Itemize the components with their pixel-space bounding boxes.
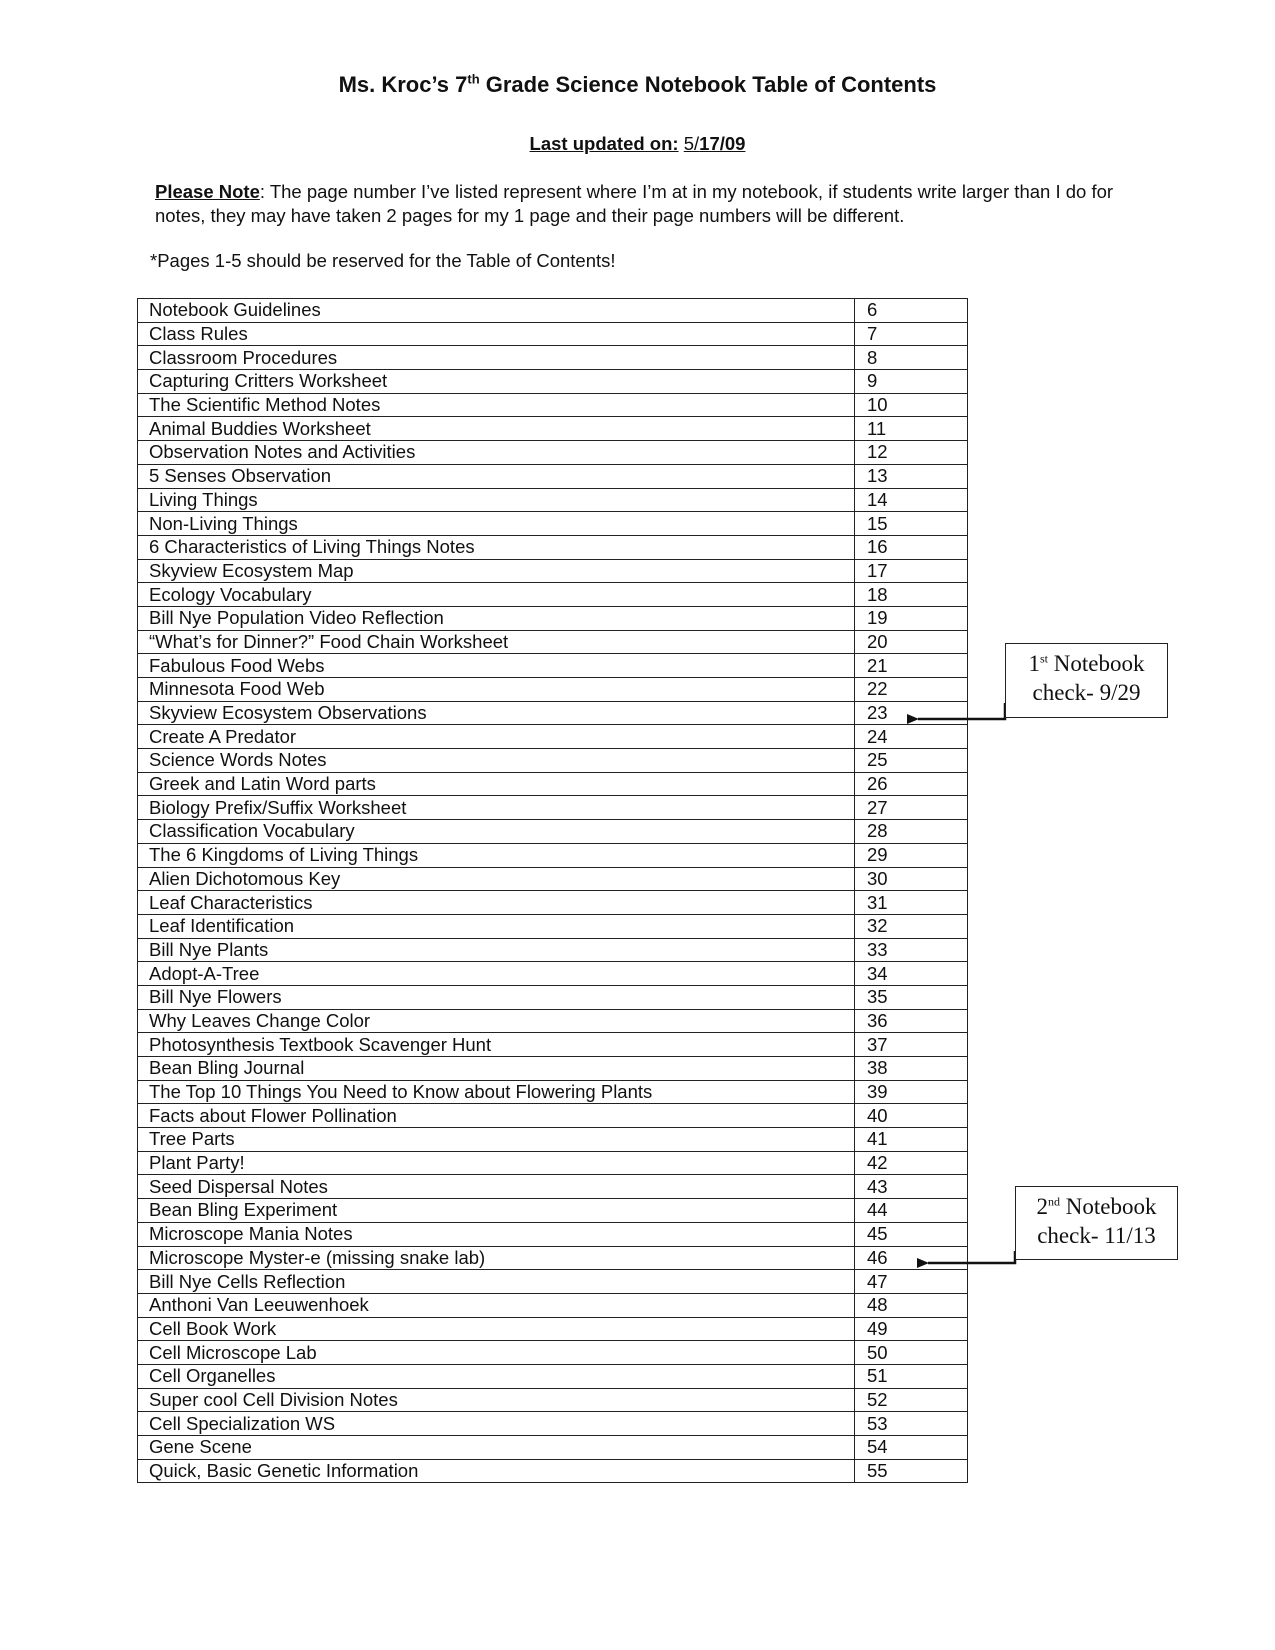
toc-entry-title: Ecology Vocabulary [138, 583, 855, 607]
toc-entry-page: 11 [855, 417, 968, 441]
notebook-check-callout-2 [1015, 1186, 1178, 1260]
toc-entry-title: Microscope Mania Notes [138, 1222, 855, 1246]
toc-entry-title: Class Rules [138, 322, 855, 346]
toc-entry-title: Bill Nye Population Video Reflection [138, 606, 855, 630]
toc-entry-title: Quick, Basic Genetic Information [138, 1459, 855, 1483]
toc-entry-title: Non-Living Things [138, 512, 855, 536]
toc-entry-title: Create A Predator [138, 725, 855, 749]
please-note-label: Please Note [155, 181, 260, 202]
toc-entry-title: Seed Dispersal Notes [138, 1175, 855, 1199]
toc-entry-page: 36 [855, 1009, 968, 1033]
toc-entry-page: 52 [855, 1388, 968, 1412]
toc-entry-title: Skyview Ecosystem Map [138, 559, 855, 583]
toc-entry-page: 26 [855, 772, 968, 796]
arrow-second-check [928, 1251, 1015, 1263]
callout-2-line2: check- 11/13 [1037, 1223, 1156, 1248]
callout-2-line1: 2nd Notebook [1036, 1194, 1157, 1219]
toc-entry-title: Super cool Cell Division Notes [138, 1388, 855, 1412]
toc-entry-title: Living Things [138, 488, 855, 512]
toc-entry-page: 23 [855, 701, 968, 725]
toc-entry-page: 41 [855, 1128, 968, 1152]
toc-entry-page: 6 [855, 299, 968, 323]
toc-entry-title: Science Words Notes [138, 749, 855, 773]
toc-entry-page: 37 [855, 1033, 968, 1057]
toc-entry-title: Minnesota Food Web [138, 678, 855, 702]
toc-entry-title: Biology Prefix/Suffix Worksheet [138, 796, 855, 820]
toc-entry-page: 22 [855, 678, 968, 702]
toc-entry-page: 47 [855, 1270, 968, 1294]
last-updated-label: Last updated on: [529, 133, 679, 154]
toc-entry-title: The 6 Kingdoms of Living Things [138, 843, 855, 867]
toc-entry-page: 17 [855, 559, 968, 583]
toc-entry-title: “What’s for Dinner?” Food Chain Worksheet [138, 630, 855, 654]
toc-entry-title: Plant Party! [138, 1151, 855, 1175]
toc-entry-title: Leaf Characteristics [138, 891, 855, 915]
page-title: Ms. Kroc’s 7th Grade Science Notebook Table of Contents [338, 71, 937, 97]
toc-entry-page: 48 [855, 1293, 968, 1317]
toc-entry-page: 16 [855, 535, 968, 559]
toc-entry-page: 18 [855, 583, 968, 607]
toc-entry-page: 54 [855, 1436, 968, 1460]
toc-entry-page: 15 [855, 512, 968, 536]
last-updated-date-part2: 17/09 [699, 133, 746, 154]
toc-entry-title: Observation Notes and Activities [138, 441, 855, 465]
toc-entry-title: Cell Microscope Lab [138, 1341, 855, 1365]
toc-entry-title: Cell Book Work [138, 1317, 855, 1341]
toc-entry-title: Adopt-A-Tree [138, 962, 855, 986]
last-updated-date-part1: 5/ [683, 133, 700, 154]
toc-entry-title: Classification Vocabulary [138, 820, 855, 844]
toc-entry-title: Why Leaves Change Color [138, 1009, 855, 1033]
toc-entry-page: 44 [855, 1199, 968, 1223]
toc-entry-page: 51 [855, 1364, 968, 1388]
toc-entry-page: 46 [855, 1246, 968, 1270]
toc-entry-page: 13 [855, 464, 968, 488]
toc-entry-page: 43 [855, 1175, 968, 1199]
toc-entry-page: 21 [855, 654, 968, 678]
toc-entry-page: 33 [855, 938, 968, 962]
toc-entry-title: Microscope Myster-e (missing snake lab) [138, 1246, 855, 1270]
toc-entry-page: 10 [855, 393, 968, 417]
toc-entry-title: Notebook Guidelines [138, 299, 855, 323]
callout-1-line2: check- 9/29 [1032, 680, 1141, 705]
toc-entry-page: 29 [855, 843, 968, 867]
toc-entry-page: 28 [855, 820, 968, 844]
callout-1-line1: 1st Notebook [1028, 651, 1145, 676]
toc-entry-page: 25 [855, 749, 968, 773]
toc-entry-title: The Top 10 Things You Need to Know about Flowering Plants [138, 1080, 855, 1104]
toc-entry-page: 27 [855, 796, 968, 820]
toc-entry-page: 30 [855, 867, 968, 891]
toc-entry-page: 24 [855, 725, 968, 749]
toc-entry-title: Bill Nye Flowers [138, 985, 855, 1009]
toc-entry-page: 38 [855, 1057, 968, 1081]
toc-entry-title: Bill Nye Plants [138, 938, 855, 962]
toc-entry-title: 5 Senses Observation [138, 464, 855, 488]
toc-entry-title: Tree Parts [138, 1128, 855, 1152]
toc-entry-title: The Scientific Method Notes [138, 393, 855, 417]
toc-entry-title: Bill Nye Cells Reflection [138, 1270, 855, 1294]
toc-entry-page: 53 [855, 1412, 968, 1436]
toc-entry-page: 55 [855, 1459, 968, 1483]
toc-entry-page: 31 [855, 891, 968, 915]
toc-entry-title: Alien Dichotomous Key [138, 867, 855, 891]
toc-entry-page: 49 [855, 1317, 968, 1341]
toc-entry-page: 39 [855, 1080, 968, 1104]
toc-entry-page: 35 [855, 985, 968, 1009]
toc-entry-title: Bean Bling Journal [138, 1057, 855, 1081]
arrow-first-check [918, 703, 1005, 719]
toc-entry-title: Leaf Identification [138, 914, 855, 938]
toc-entry-title: Skyview Ecosystem Observations [138, 701, 855, 725]
reserve-note: *Pages 1-5 should be reserved for the Table of Contents! [150, 250, 616, 271]
toc-entry-title: Greek and Latin Word parts [138, 772, 855, 796]
toc-entry-title: Facts about Flower Pollination [138, 1104, 855, 1128]
toc-entry-title: Animal Buddies Worksheet [138, 417, 855, 441]
toc-entry-page: 9 [855, 370, 968, 394]
toc-entry-title: Photosynthesis Textbook Scavenger Hunt [138, 1033, 855, 1057]
toc-entry-page: 12 [855, 441, 968, 465]
toc-entry-page: 14 [855, 488, 968, 512]
toc-entry-title: Anthoni Van Leeuwenhoek [138, 1293, 855, 1317]
toc-entry-title: 6 Characteristics of Living Things Notes [138, 535, 855, 559]
toc-entry-title: Bean Bling Experiment [138, 1199, 855, 1223]
toc-entry-page: 50 [855, 1341, 968, 1365]
toc-entry-title: Fabulous Food Webs [138, 654, 855, 678]
toc-entry-page: 40 [855, 1104, 968, 1128]
toc-entry-page: 45 [855, 1222, 968, 1246]
toc-entry-title: Classroom Procedures [138, 346, 855, 370]
toc-entry-page: 42 [855, 1151, 968, 1175]
toc-entry-page: 7 [855, 322, 968, 346]
toc-entry-title: Gene Scene [138, 1436, 855, 1460]
toc-entry-page: 20 [855, 630, 968, 654]
toc-entry-page: 34 [855, 962, 968, 986]
toc-entry-page: 19 [855, 606, 968, 630]
toc-entry-page: 32 [855, 914, 968, 938]
toc-entry-title: Cell Specialization WS [138, 1412, 855, 1436]
toc-entry-title: Cell Organelles [138, 1364, 855, 1388]
toc-entry-page: 8 [855, 346, 968, 370]
please-note-text: : The page number I’ve listed represent where I’m at in my notebook, if students write larger than I do for notes, they may have taken 2 pages for my 1 page and their page numbers will be different. [155, 181, 1114, 226]
toc-entry-title: Capturing Critters Worksheet [138, 370, 855, 394]
notebook-check-callout-1 [1005, 643, 1168, 718]
